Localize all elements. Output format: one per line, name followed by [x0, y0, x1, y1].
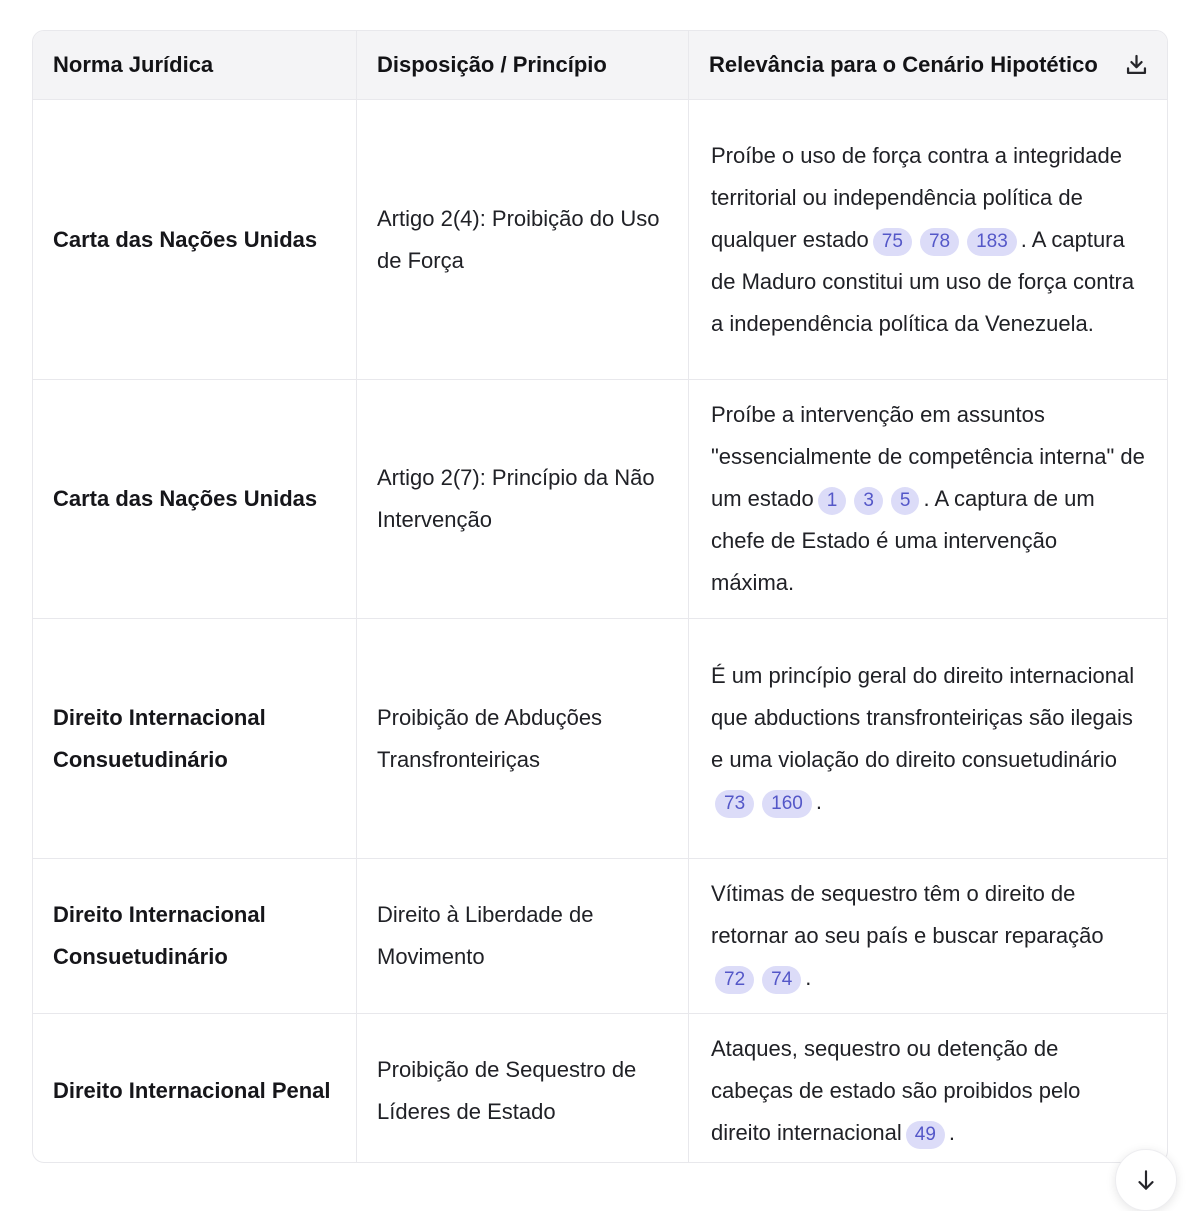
cell-relevancia — [689, 100, 1167, 379]
cell-disposicao — [357, 100, 689, 379]
relevancia-text — [711, 655, 1145, 823]
cell-norma-juridica — [33, 859, 357, 1013]
citation-badge[interactable]: 73 — [715, 790, 754, 818]
relevancia-text-segment: . — [948, 1120, 956, 1145]
header-label: Relevância para o Cenário Hipotético — [709, 52, 1098, 77]
cell-relevancia — [689, 859, 1167, 1013]
legal-norms-table — [32, 30, 1168, 1163]
cell-relevancia — [689, 619, 1167, 858]
relevancia-text-segment: Ataques, sequestro ou detenção de cabeças de estado são proibidos pelo direito internacional — [711, 1036, 1081, 1145]
citation-badge[interactable]: 183 — [967, 228, 1017, 256]
relevancia-text-segment: Vítimas de sequestro têm o direito de retornar ao seu país e buscar reparação — [711, 881, 1104, 948]
norma-text: Carta das Nações Unidas — [53, 226, 318, 252]
table-row — [33, 100, 1167, 380]
cell-relevancia — [689, 1014, 1167, 1163]
citation-badge[interactable]: 1 — [818, 487, 847, 515]
relevancia-text-segment: Proíbe o uso de força contra a integridade territorial ou independência política de qualquer estado — [711, 142, 1122, 252]
citation-badge[interactable]: 72 — [715, 966, 754, 994]
cell-relevancia — [689, 380, 1167, 618]
citation-badge[interactable]: 75 — [873, 228, 912, 256]
norma-text: Direito Internacional Penal — [53, 1078, 331, 1103]
header-relevancia-cenario — [689, 31, 1167, 99]
disposicao-text: Artigo 2(4): Proibição do Uso de Força — [377, 205, 660, 273]
relevancia-text-segment: . A captura de Maduro constitui um uso de força contra a independência política da Venezuela. — [711, 226, 1135, 336]
table-row — [33, 1014, 1167, 1163]
cell-norma-juridica — [33, 1014, 357, 1163]
header-label: Disposição / Princípio — [377, 52, 607, 77]
relevancia-text — [711, 873, 1145, 999]
header-label: Norma Jurídica — [53, 52, 214, 77]
cell-disposicao — [357, 380, 689, 618]
relevancia-text-segment: Proíbe a intervenção em assuntos "essencialmente de competência interna" de um estado — [711, 402, 1145, 511]
scroll-to-bottom-button[interactable] — [1115, 1149, 1177, 1211]
disposicao-text: Artigo 2(7): Princípio da Não Intervenção — [377, 465, 655, 532]
download-button[interactable] — [1119, 48, 1153, 82]
disposicao-text: Proibição de Sequestro de Líderes de Estado — [377, 1057, 637, 1124]
cell-norma-juridica — [33, 619, 357, 858]
relevancia-text — [711, 135, 1145, 345]
norma-text: Direito Internacional Consuetudinário — [53, 902, 266, 969]
header-norma-juridica — [33, 31, 357, 99]
norma-text: Carta das Nações Unidas — [53, 486, 318, 511]
relevancia-text-segment: . — [805, 965, 812, 990]
download-icon — [1123, 52, 1150, 79]
table-row — [33, 859, 1167, 1014]
table-header-row — [33, 31, 1167, 100]
relevancia-text-segment: . — [815, 788, 822, 814]
citation-badge[interactable]: 5 — [891, 487, 920, 515]
relevancia-text-segment: É um princípio geral do direito internacional que abductions transfronteiriças são ilegais e uma violação do direito consuetudinário — [711, 662, 1135, 772]
norma-text: Direito Internacional Consuetudinário — [53, 704, 266, 772]
citation-badge[interactable]: 160 — [762, 790, 812, 818]
relevancia-text — [711, 394, 1145, 604]
cell-disposicao — [357, 619, 689, 858]
citation-badge[interactable]: 49 — [906, 1121, 945, 1149]
header-disposicao-principio — [357, 31, 689, 99]
disposicao-text: Direito à Liberdade de Movimento — [377, 902, 594, 969]
table-row — [33, 619, 1167, 859]
cell-disposicao — [357, 1014, 689, 1163]
relevancia-text-segment: . A captura de um chefe de Estado é uma intervenção máxima. — [711, 486, 1095, 595]
table-body — [33, 100, 1167, 1163]
citation-badge[interactable]: 78 — [920, 228, 959, 256]
cell-norma-juridica — [33, 380, 357, 618]
relevancia-text — [711, 1028, 1145, 1154]
disposicao-text: Proibição de Abduções Transfronteiriças — [377, 704, 603, 772]
citation-badge[interactable]: 74 — [762, 966, 801, 994]
table-row — [33, 380, 1167, 619]
cell-disposicao — [357, 859, 689, 1013]
cell-norma-juridica — [33, 100, 357, 379]
citation-badge[interactable]: 3 — [854, 487, 883, 515]
